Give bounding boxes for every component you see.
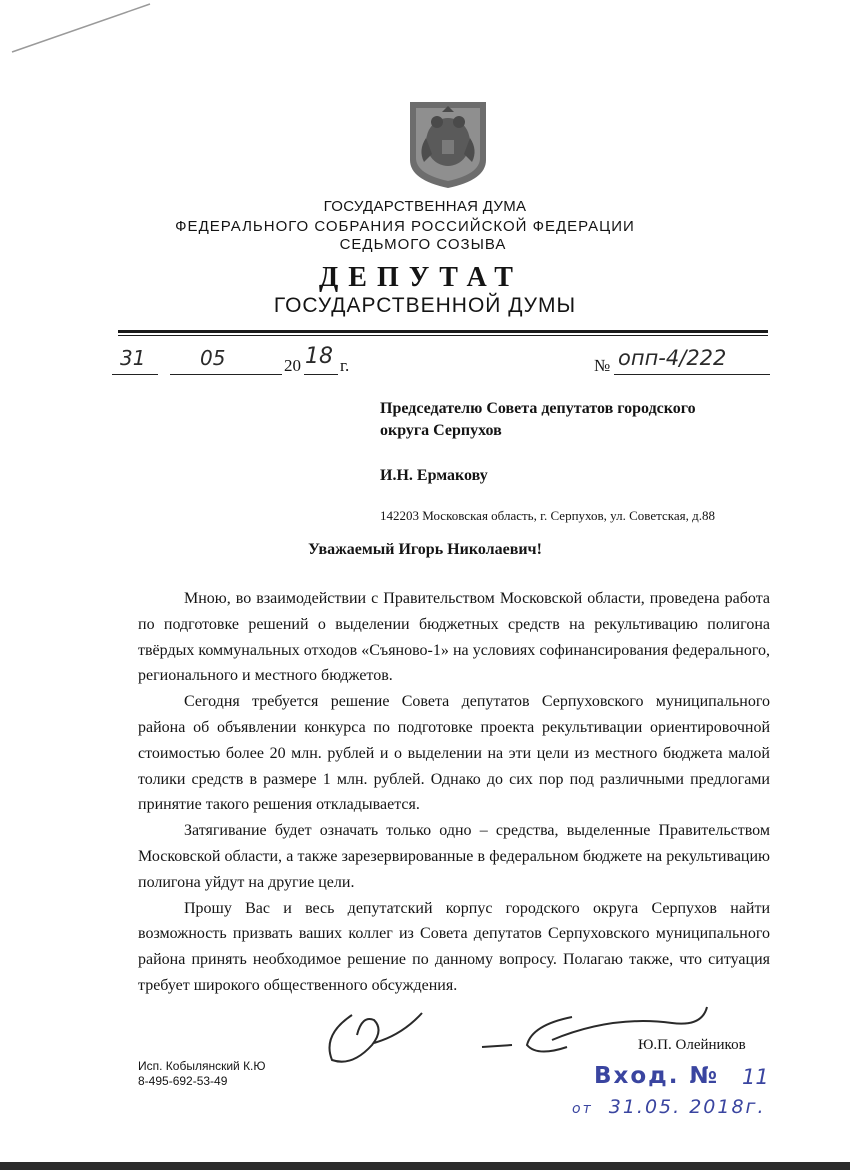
addressee-title [380,398,696,442]
incoming-stamp-date-value: 31.05. 2018г. [608,1096,766,1118]
outgoing-number-line [614,374,770,375]
date-suffix: г. [340,356,350,375]
coat-of-arms-emblem [408,100,488,190]
body-paragraph-1: Мною, во взаимодействии с Правительством Московской области, проведена работа по подготовке решений о выделении бюджетных средств на рекультивацию полигона твёрдых коммунальных отходов «Съяново-1» на условиях софинансирования федерального, регионального и местного бюджетов. [138,590,770,685]
scan-bottom-edge [0,1162,850,1170]
date-year-line [304,374,338,375]
incoming-stamp-label: Вход. № [594,1063,720,1089]
header-rule-thin [118,335,768,336]
date-year-suffix: 18 [305,344,333,369]
addressee-address: 142203 Московская область, г. Серпухов, ул. Советская, д.88 [380,508,715,523]
header-line-1: ГОСУДАРСТВЕННАЯ ДУМА [323,198,527,215]
addressee-name: И.Н. Ермакову [380,467,488,484]
addressee-title-line-2: округа Серпухов [380,422,502,439]
date-day-line [112,374,158,375]
date-number-row [112,344,772,384]
date-month: 05 [200,346,226,370]
incoming-stamp-number: 11 [742,1065,769,1089]
letterhead-title: ДЕПУТАТ [319,262,523,293]
salutation: Уважаемый Игорь Николаевич! [308,541,542,558]
signatory-name: Ю.П. Олейников [638,1037,746,1053]
header-line-3: СЕДЬМОГО СОЗЫВА [339,236,507,253]
date-year-prefix: 20 [284,356,301,375]
addressee-title-line-1: Председателю Совета депутатов городского [380,400,696,417]
letter-body [138,586,770,999]
scan-artifact-stroke [10,0,160,60]
executor-phone: 8-495-692-53-49 [138,1074,228,1088]
header-line-2: ФЕДЕРАЛЬНОГО СОБРАНИЯ РОССИЙСКОЙ ФЕДЕРАЦИИ [175,218,635,235]
letterhead-subtitle: ГОСУДАРСТВЕННОЙ ДУМЫ [273,294,577,317]
incoming-stamp-date [572,1096,766,1118]
date-day: 31 [120,346,146,370]
executor-name: Исп. Кобылянский К.Ю [138,1059,266,1073]
incoming-stamp-date-prefix: от [572,1101,593,1117]
date-month-line [170,374,282,375]
header-rule-thick [118,330,768,333]
body-paragraph-3: Затягивание будет означать только одно – средства, выделенные Правительством Московской области, а также зарезервированные в федеральном бюджете на рекультивацию полигона уйдут на другие цели. [138,822,770,891]
outgoing-number-label: № [594,356,611,375]
outgoing-number-value: опп-4/222 [618,346,727,370]
body-paragraph-2: Сегодня требуется решение Совета депутатов Серпуховского муниципального района об объявлении конкурса по подготовке проекта рекультивации ориентировочной стоимостью более 20 млн. рублей и о выделении на эти цели из местного бюджета малой толики средств в размере 1 млн. рублей. Однако до сих пор под различными предлогами принятие такого решения откладывается. [138,693,770,814]
body-paragraph-4: Прошу Вас и весь депутатский корпус городского округа Серпухов найти возможность призвать ваших коллег из Совета депутатов Серпуховского муниципального района принять необходимое решение по данному вопросу. Полагаю также, что ситуация требует широкого общественного обсуждения. [138,899,770,994]
